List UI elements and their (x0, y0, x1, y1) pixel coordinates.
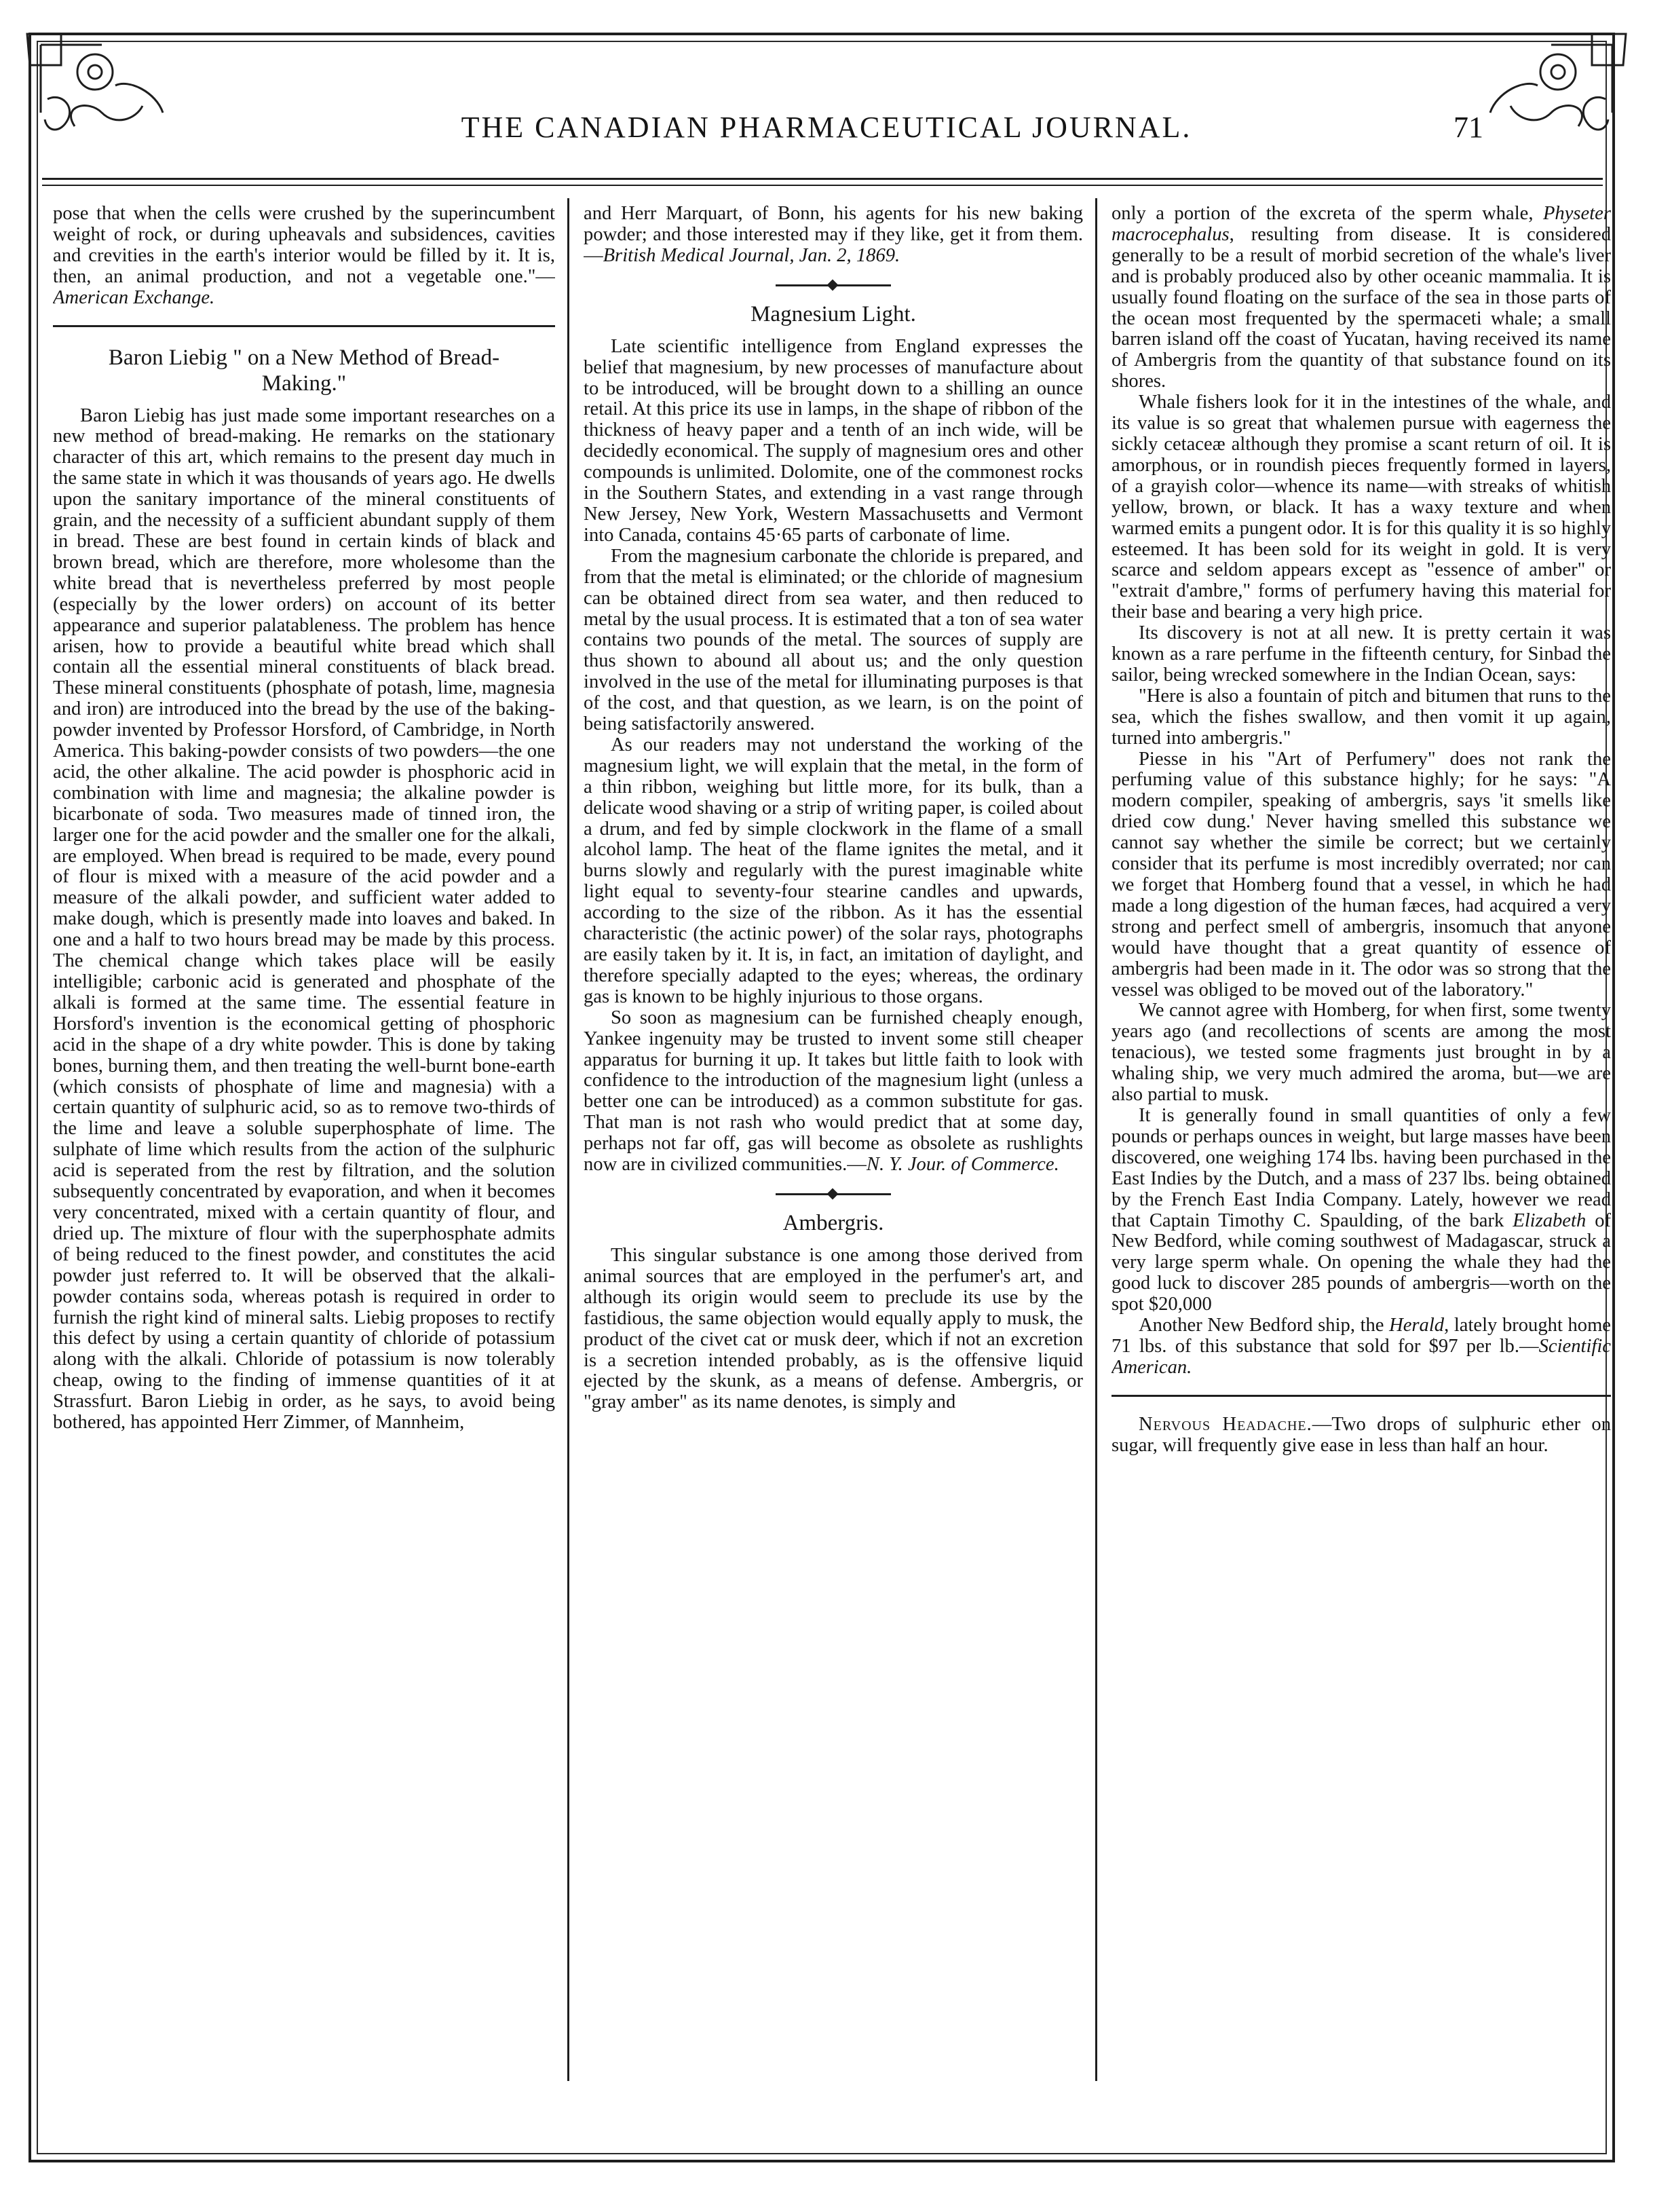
article-separator (1112, 1395, 1611, 1397)
note-title: Nervous Headache. (1139, 1413, 1312, 1435)
quotation: "Here is also a fountain of pitch and bitumen that runs to the sea, which the fishes swallow, and then vomit it up again, turned into ambergris." (1112, 685, 1611, 749)
paragraph: We cannot agree with Homberg, for when first, some twenty years ago (and recollections of scents are among the most tenacious), we tested some fragments just brought in by a whaling ship, we very much admired the aroma, but—we are also partial to musk. (1112, 1000, 1611, 1106)
note-nervous-headache (1112, 1414, 1611, 1457)
paragraph: As our readers may not understand the working of the magnesium light, we will explain that the metal, in the form of a thin ribbon, weighing but little more, for its bulk, than a delicate wood shaving or a strip of writing paper, is coiled about a drum, and fed by simple clockwork in the flame of a small alcohol lamp. The heat of the flame ignites the metal, and it burns slowly and regularly with the purest imaginable white light equal to seventy-four stearine candles and upwards, according to the size of the ribbon. As it has the essential characteristic (the actinic power) of the solar rays, photographs are easily taken by it. It is, in fact, an imitation of daylight, and therefore specially adapted to the eyes; whereas, the ordinary gas is known to be highly injurious to those organs. (584, 734, 1083, 1007)
source-credit: British Medical Journal, Jan. 2, 1869. (603, 244, 900, 266)
continued-text: pose that when the cells were crushed by the superincumbent weight of rock, or during upheavals and subsidences, cavities and crevities in the earth's interior would be filled by it. It is, then, an animal production, and not a vegetable one."— (53, 204, 555, 287)
column-2 (584, 204, 1083, 2117)
source-credit: American Exchange. (53, 286, 215, 308)
page-number: 71 (1454, 111, 1483, 144)
article-separator (776, 1193, 891, 1195)
paragraph: Its discovery is not at all new. It is pretty certain it was known as a rare perfume in the fifteenth century, for Sinbad the sailor, being wrecked somewhere in the Indian Ocean, says: (1112, 622, 1611, 686)
article-separator (776, 284, 891, 286)
paragraph-text: So soon as magnesium can be furnished cheaply enough, Yankee ingenuity may be trusted to invent some still cheaper apparatus for burning it up. It takes but little faith to look with confidence to the introduction of the magnesium light (unless a better one can be introduced) as a common substitute for gas. That man is not rash who would predict that at some day, perhaps not far off, gas will become as obsolete as rushlights now are in civilized communities.— (584, 1007, 1083, 1176)
continued-text: and Herr Marquart, of Bonn, his agents for his new baking powder; and those interested may if they like, get it from them.— (584, 204, 1083, 266)
paragraph-text: , lately brought home 71 lbs. of this substance that sold for $97 per lb.— (1112, 1315, 1611, 1357)
column-rule-1 (567, 198, 569, 2081)
paragraph (584, 1008, 1083, 1176)
continued-paragraph (584, 204, 1083, 267)
continued-text: only a portion of the excreta of the sperm whale, (1112, 204, 1543, 224)
column-1 (53, 204, 555, 2117)
paragraph: Whale fishers look for it in the intestines of the whale, and its value is so great that whalemen pursue with eagerness the sickly cetaceæ although they promise a scant return of oil. It is amorphous, or in roundish pieces frequently formed in layers, of a grayish color—whence its name—with streaks of whitish yellow, brown, or black. It has a waxy texture and when warmed emits a pungent odor. It is for this quality it is so highly esteemed. It has been sold for its weight in gold. It is very scarce and seldom appears except as "essence of amber" or "extrait d'ambre," forms of perfumery having this material for their base and bearing a very high price. (1112, 392, 1611, 623)
article-separator (53, 325, 555, 327)
paragraph-text: of New Bedford, while coming southwest of Madagascar, struck a very large sperm whale. On opening the whale they had the good luck to discover 285 pounds of ambergris—worth on the spot $20,000 (1112, 1210, 1611, 1315)
article-title-ambergris: Ambergris. (782, 1210, 884, 1235)
article-title-bread-making: Baron Liebig " on a New Method of Bread-Making." (108, 345, 500, 396)
source-credit: Scientific American. (1112, 1335, 1611, 1378)
running-head (149, 110, 1504, 151)
ship-name: Herald (1389, 1315, 1445, 1336)
paragraph (1112, 1106, 1611, 1315)
paragraph-text: It is generally found in small quantities of only a few pounds or perhaps ounces in weight, but large masses have been discovered, one weighing 174 lbs. having been purchased in the East Indies by the Dutch, and a mass of 237 lbs. being obtained by the French East India Company. Lately, however we read that Captain Timothy C. Spaulding, of the bark (1112, 1104, 1611, 1231)
column-3 (1112, 204, 1611, 2117)
continued-paragraph (1112, 204, 1611, 392)
source-credit: N. Y. Jour. of Commerce. (866, 1154, 1059, 1176)
paragraph: From the magnesium carbonate the chloride is prepared, and from that the metal is eliminated; or the chloride of magnesium can be obtained direct from sea water, and then reduced to metal by the usual process. It is estimated that a ton of sea water contains two pounds of the metal. The sources of supply are thus shown to abound all about us; and the only question involved in the use of the metal for illuminating purposes is that of the cost, and that question, as we learn, is on the point of being satisfactorily answered. (584, 545, 1083, 735)
paragraph (1112, 1315, 1611, 1379)
species-name: Physeter macrocephalus (1112, 204, 1611, 245)
paragraph: Piesse in his "Art of Perfumery" does not rank the perfuming value of this substance highly; for he says: "A modern compiler, speaking of ambergris, says 'it smells like dried cow dung.' Never having smelled this substance we cannot say whether the simile be correct; but we certainly consider that its perfume is most incredibly overrated; nor can we forget that Homberg found that a vessel, in which he had made a long digestion of the human fæces, had acquired a very strong and perfect smell of ambergris, insomuch that anyone would have thought that a great quantity of essence of ambergris had been made in it. The odor was so strong that the vessel was obliged to be moved out of the laboratory." (1112, 748, 1611, 1000)
paragraph: This singular substance is one among those derived from animal sources that are employed in the perfumer's art, and although its origin would seem to preclude its use by the fastidious, the same objection would equally apply to musk, the product of the civet cat or musk deer, which if not an excretion is a secretion intended probably, as is the offensive liquid ejected by the skunk, as a means of defense. Ambergris, or "gray amber" as its name denotes, is simply and (584, 1244, 1083, 1413)
header-rule-thin (42, 185, 1603, 186)
paragraph: Late scientific intelligence from England expresses the belief that magnesium, by new processes of manufacture about to be introduced, will be brought down to a shilling an ounce retail. At this price its use in lamps, in the shape of ribbon of the thickness of heavy paper and a tenth of an inch wide, will be decidedly economical. The supply of magnesium ores and other compounds is unlimited. Dolomite, one of the commonest rocks in the Southern States, and extending in a vast range through New Jersey, New York, Western Massachusetts and Vermont into Canada, contains 45·65 parts of carbonate of lime. (584, 335, 1083, 546)
note-text: —Two drops of sulphuric ether on sugar, will frequently give ease in less than half an hour. (1112, 1413, 1611, 1456)
article-body-bread-making: Baron Liebig has just made some important researches on a new method of bread-making. He remarks on the stationary character of this art, which remains to the present day much in the same state in which it was thousands of years ago. He dwells upon the sanitary importance of the mineral constituents of grain, and the necessity of a sufficient abundant supply of them in bread. These are best found in certain kinds of black and brown bread, which are therefore, more wholesome than the white bread that is nevertheless preferred by most people (especially by the lower orders) on account of its better appearance and superior palatableness. The problem has hence arisen, how to provide a beautiful white bread which shall contain all the essential mineral constituents of black bread. These mineral constituents (phosphate of potash, lime, magnesia and iron) are introduced into the bread by the use of the baking-powder invented by Professor Horsford, of Cambridge, in North America. This baking-powder consists of two powders—the one acid, the other alkaline. The acid powder is phosphoric acid in combination with lime and magnesia; the alkaline powder is bicarbonate of soda. Two measures made of tinned iron, the larger one for the acid powder and the smaller one for the alkali, are employed. When bread is required to be made, every pound of flour is mixed with a measure of the acid powder and a measure of the alkali powder, and sufficient water added to make dough, which is presently made into loaves and baked. In one and a half to two hours bread may be made by this process. The chemical change which takes place will be easily intelligible; carbonic acid is generated and phosphate of the alkali is formed at the same time. The essential feature in Horsford's invention is the economical getting of phosphoric acid in the shape of a dry white powder. This is done by taking bones, burning them, and then treating the well-burnt bone-earth (which consists of phosphate of lime and magnesia) with a certain quantity of sulphuric acid, so as to remove two-thirds of the lime and leave a soluble superphosphate of lime. The sulphate of lime which results from the action of the sulphuric acid is seperated from the rest by filtration, and the solution subsequently concentrated by evaporation, and when it becomes very concentrated, mixed with a certain quantity of flour, and dried up. The mixture of flour with the superphosphate admits of being reduced to the finest powder, and constitutes the acid powder just referred to. It will be observed that the alkali-powder contains soda, whereas potash is required in order to furnish the right kind of mineral salts. Liebig proposes to rectify this defect by using a certain quantity of chloride of potassium along with the alkali. Chloride of potassium is now tolerably cheap, owing to the finding of immense quantities of it at Strassfurt. Baron Liebig in order, as he says, to avoid being bothered, has appointed Herr Zimmer, of Mannheim, (53, 405, 555, 1433)
paragraph-text: Another New Bedford ship, the (1139, 1315, 1390, 1336)
column-rule-2 (1095, 198, 1097, 2081)
article-title-magnesium-light: Magnesium Light. (750, 301, 916, 326)
header-rule (42, 178, 1603, 180)
ship-name: Elizabeth (1513, 1210, 1586, 1231)
continued-text: , resulting from disease. It is considered generally to be a result of morbid secretion of the whale's liver and is probably produced also by other oceanic mammalia. It is usually found floating on the surface of the sea in those parts of the ocean most frequented by the spermaceti whale; a small barren island off the coast of Yucatan, having received its name of Ambergris from the quantity of that substance found on its shores. (1112, 223, 1611, 392)
continued-paragraph (53, 204, 555, 309)
journal-title: THE CANADIAN PHARMACEUTICAL JOURNAL. (461, 111, 1192, 144)
